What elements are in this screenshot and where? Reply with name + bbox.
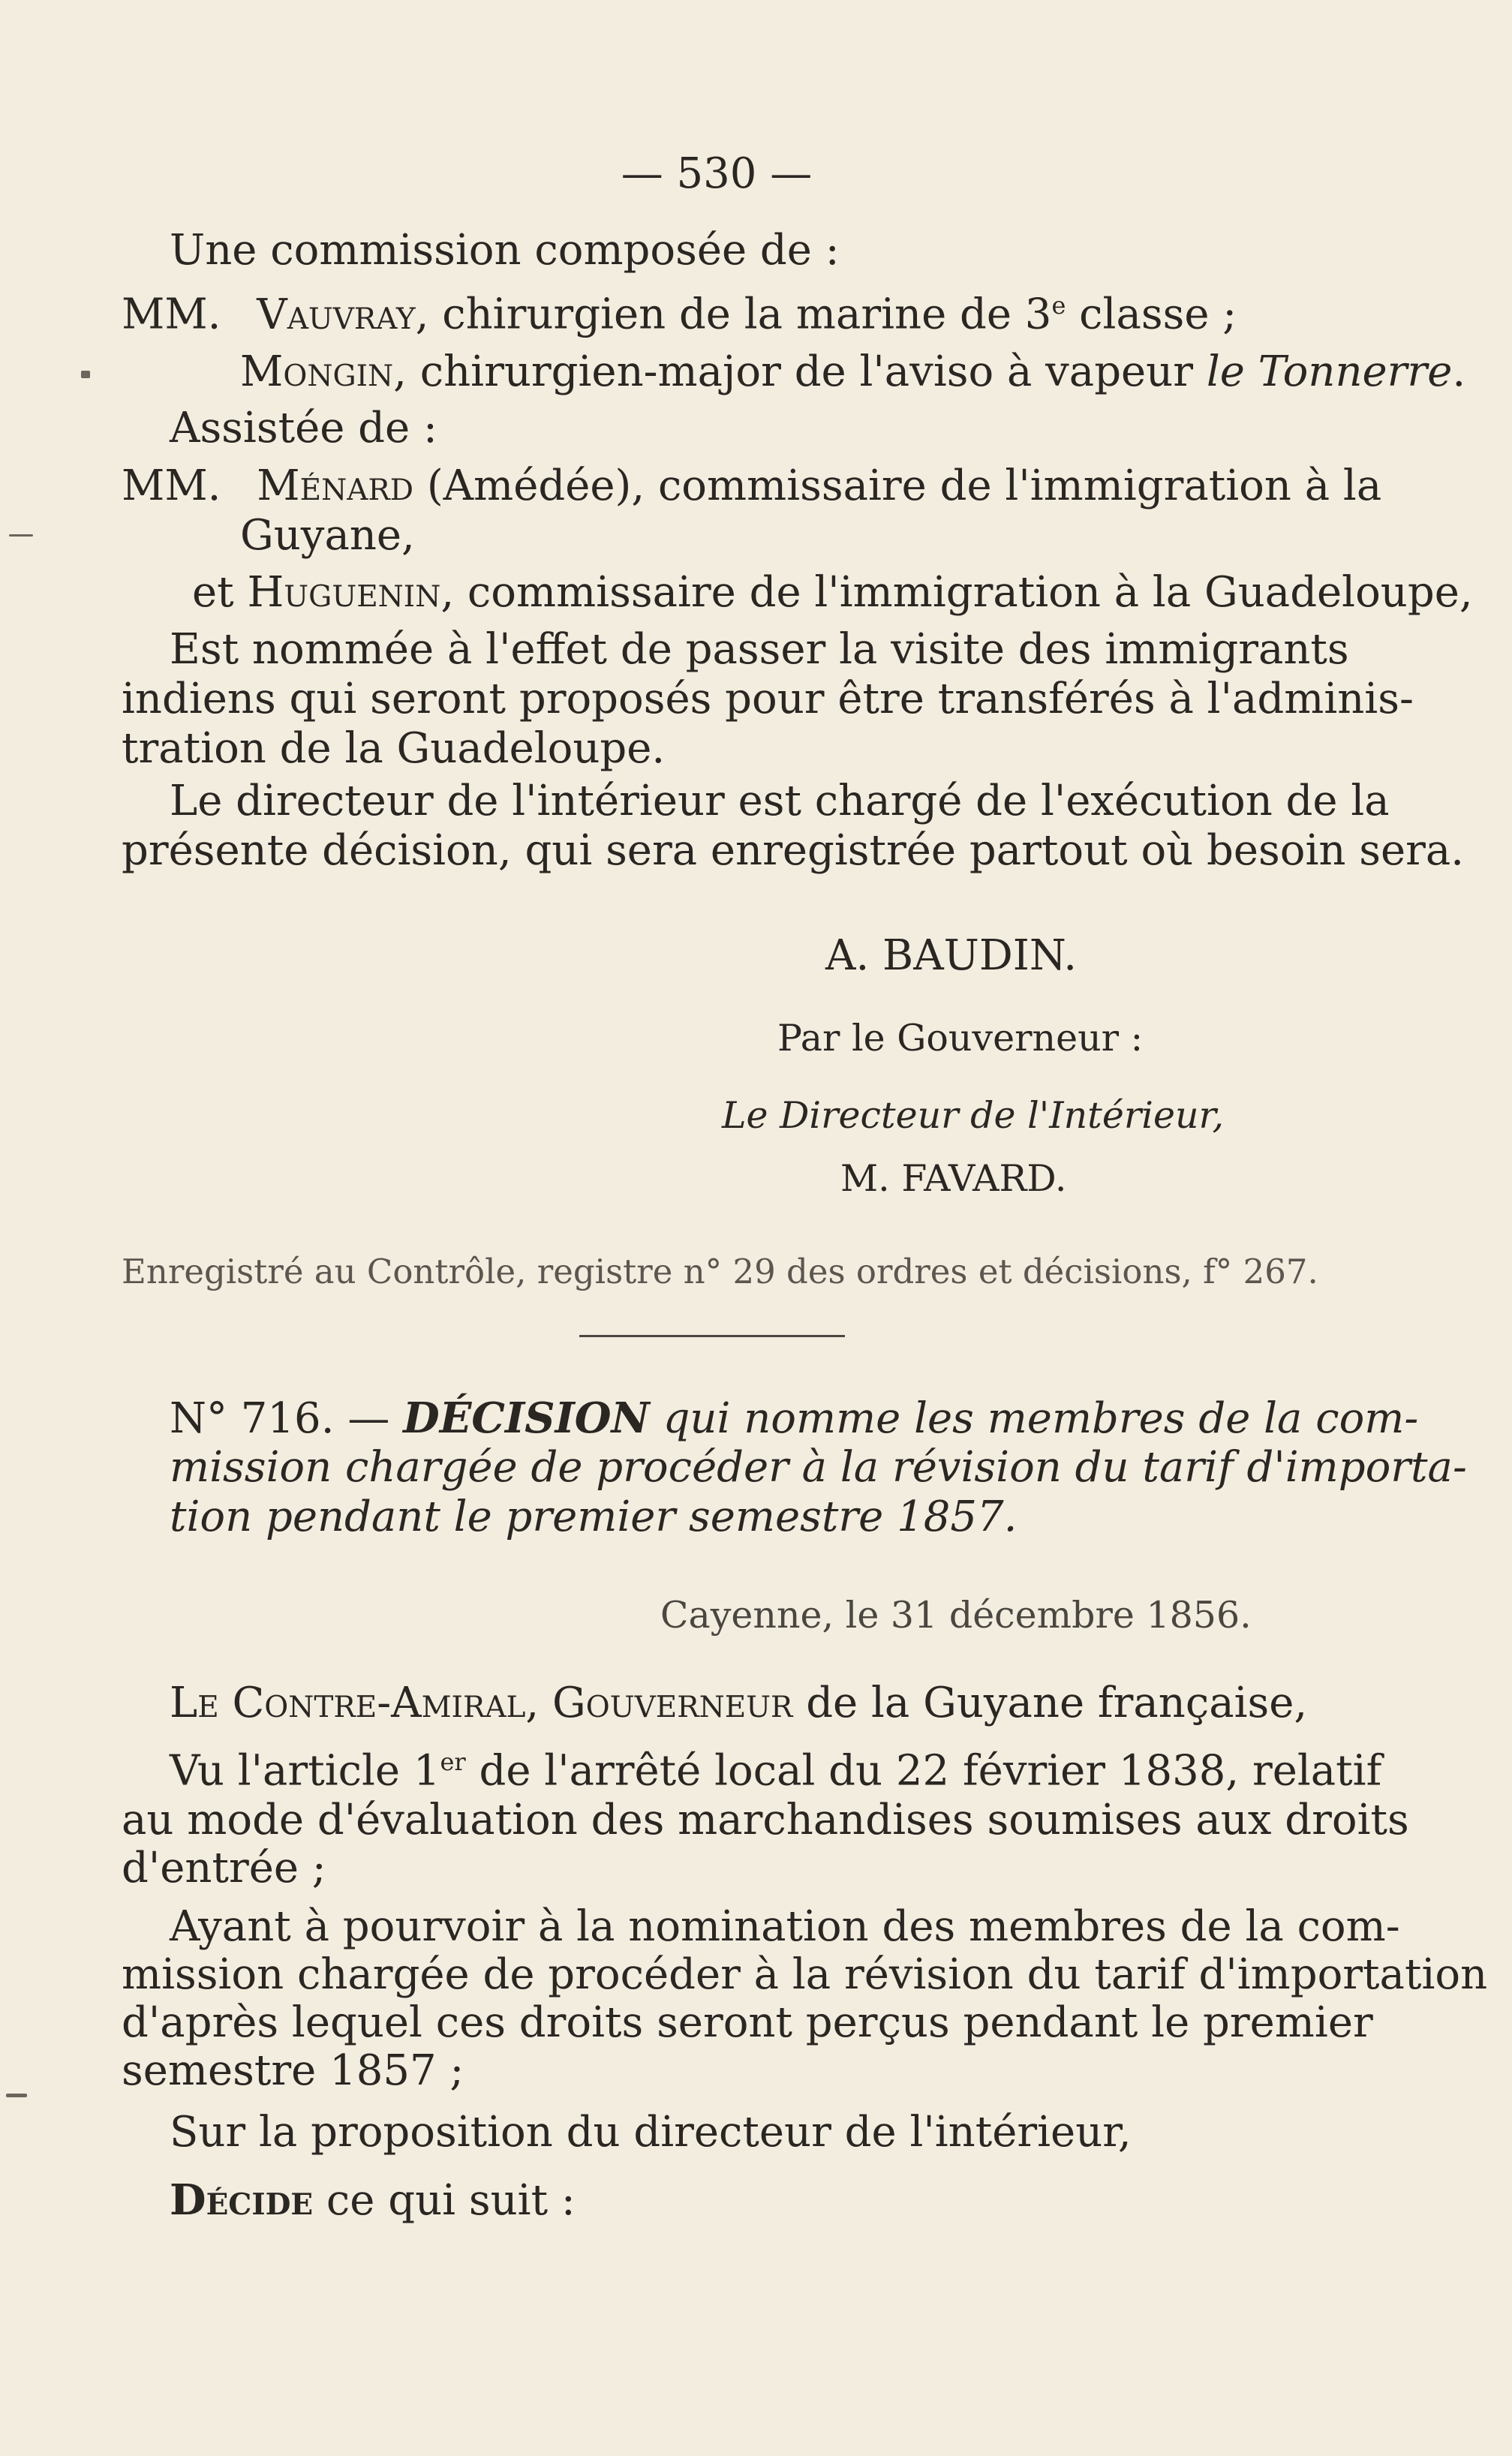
- considering-1-line-3: d'entrée ;: [122, 1844, 326, 1892]
- registration-note: Enregistré au Contrôle, registre n° 29 des ordres et décisions, f° 267.: [122, 1252, 1318, 1291]
- signature: A. BAUDIN.: [825, 931, 1078, 980]
- considering-2-line-1: Ayant à pourvoir à la nomination des membres de la com-: [170, 1902, 1400, 1951]
- by-governor: Par le Gouverneur :: [777, 1017, 1144, 1060]
- member-vauvray: MM. Vauvray, chirurgien de la marine de 3e classe ;: [122, 290, 1237, 339]
- margin-mark: [6, 2094, 27, 2097]
- execution-line-1: Le directeur de l'intérieur est chargé de l'exécution de la: [170, 777, 1390, 825]
- purpose-line-1: Est nommée à l'effet de passer la visite des immigrants: [170, 625, 1349, 674]
- decision-716-title-2: mission chargée de procéder à la révision du tarif d'importa-: [170, 1443, 1467, 1492]
- commission-intro: Une commission composée de :: [170, 226, 840, 275]
- margin-mark: [81, 371, 90, 378]
- decision-716-heading: N° 716. — DÉCISION qui nomme les membres de la com-: [170, 1393, 1419, 1443]
- considering-1-line-2: au mode d'évaluation des marchandises soumises aux droits: [122, 1796, 1409, 1844]
- purpose-line-2: indiens qui seront proposés pour être transférés à l'adminis-: [122, 675, 1414, 723]
- execution-line-2: présente décision, qui sera enregistrée partout où besoin sera.: [122, 826, 1465, 875]
- decides: Décide ce qui suit :: [170, 2175, 576, 2225]
- page-number: — 530 —: [621, 149, 813, 198]
- purpose-line-3: tration de la Guadeloupe.: [122, 724, 666, 773]
- assisted-by: Assistée de :: [170, 404, 437, 452]
- considering-2-line-4: semestre 1857 ;: [122, 2046, 464, 2095]
- proposal: Sur la proposition du directeur de l'intérieur,: [170, 2108, 1132, 2157]
- considering-2-line-3: d'après lequel ces droits seront perçus pendant le premier: [122, 1998, 1373, 2047]
- decision-716-title-3: tion pendant le premier semestre 1857.: [170, 1493, 1018, 1541]
- considering-1-line-1: Vu l'article 1er de l'arrêté local du 22 février 1838, relatif: [170, 1746, 1382, 1796]
- assistant-menard-cont: Guyane,: [240, 511, 415, 560]
- assistant-menard: MM. Ménard (Amédée), commissaire de l'immigration à la: [122, 461, 1382, 510]
- director-name: M. FAVARD.: [840, 1157, 1067, 1200]
- section-divider: [579, 1335, 845, 1337]
- member-mongin: Mongin, chirurgien-major de l'aviso à vapeur le Tonnerre.: [240, 347, 1466, 396]
- place-date: Cayenne, le 31 décembre 1856.: [660, 1594, 1252, 1637]
- director-title: Le Directeur de l'Intérieur,: [722, 1094, 1225, 1137]
- considering-2-line-2: mission chargée de procéder à la révision du tarif d'importation: [122, 1950, 1488, 1999]
- assistant-huguenin: et Huguenin, commissaire de l'immigration à la Guadeloupe,: [192, 568, 1473, 617]
- issuer: Le Contre-Amiral, Gouverneur de la Guyane française,: [170, 1679, 1308, 1727]
- margin-mark: [9, 534, 33, 537]
